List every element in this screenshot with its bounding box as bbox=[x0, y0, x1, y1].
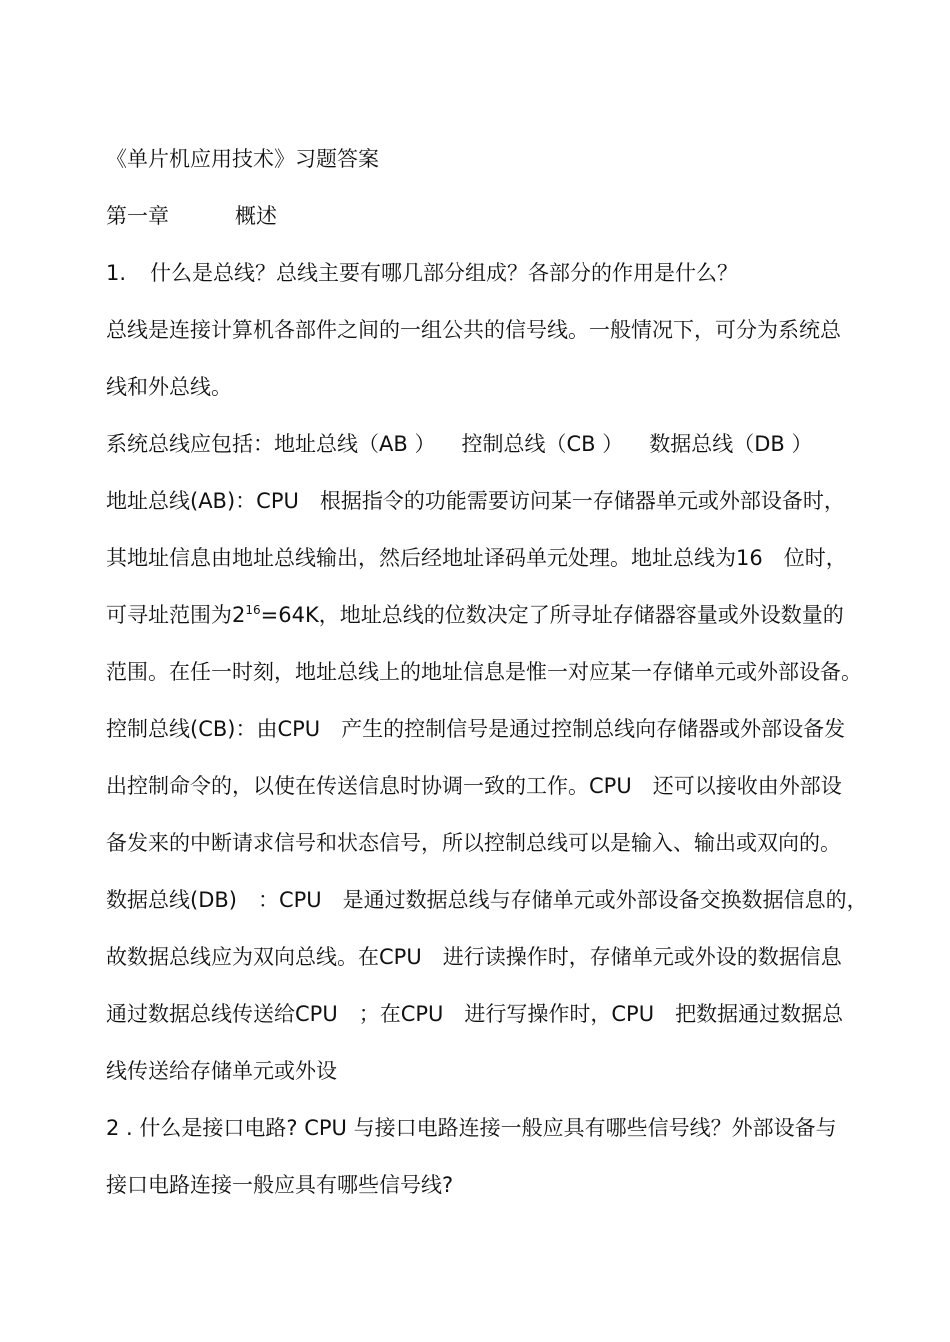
bus-type-cb: 控制总线（CB ） bbox=[461, 432, 624, 456]
exponent: 16 bbox=[245, 603, 261, 617]
paragraph-line bbox=[106, 601, 844, 629]
paragraph-line: 控制总线(CB)：由CPU 产生的控制信号是通过控制总线向存储器或外部设备发 bbox=[106, 717, 846, 741]
address-range-text: 可寻址范围为2 bbox=[106, 603, 246, 627]
bus-types-prefix: 系统总线应包括： bbox=[106, 432, 274, 456]
chapter-name: 概述 bbox=[235, 204, 277, 228]
bus-type-db: 数据总线（DB ） bbox=[649, 432, 813, 456]
paragraph-line: 故数据总线应为双向总线。在CPU 进行读操作时，存储单元或外设的数据信息 bbox=[106, 945, 842, 969]
question-1 bbox=[106, 259, 738, 287]
chapter-heading bbox=[106, 202, 277, 230]
bus-type-ab: 地址总线（AB ） bbox=[274, 432, 436, 456]
paragraph-line: 总线是连接计算机各部件之间的一组公共的信号线。一般情况下，可分为系统总 bbox=[106, 318, 841, 342]
paragraph-line: 出控制命令的，以使在传送信息时协调一致的工作。CPU 还可以接收由外部设 bbox=[106, 774, 842, 798]
paragraph-line: 备发来的中断请求信号和状态信号，所以控制总线可以是输入、输出或双向的。 bbox=[106, 831, 841, 855]
paragraph-line: 线传送给存储单元或外设 bbox=[106, 1059, 337, 1083]
question-text: 什么是总线？总线主要有哪几部分组成？各部分的作用是什么？ bbox=[150, 261, 739, 285]
question-2-line: 接口电路连接一般应具有哪些信号线? bbox=[106, 1173, 454, 1197]
paragraph-line: 线和外总线。 bbox=[106, 375, 232, 399]
paragraph-line: 数据总线(DB) ：CPU 是通过数据总线与存储单元或外部设备交换数据信息的， bbox=[106, 888, 868, 912]
paragraph-line: 其地址信息由地址总线输出，然后经地址译码单元处理。地址总线为16 位时， bbox=[106, 546, 847, 570]
document-title: 《单片机应用技术》习题答案 bbox=[106, 147, 379, 171]
paragraph-line: 地址总线(AB)：CPU 根据指令的功能需要访问某一存储器单元或外部设备时， bbox=[106, 489, 845, 513]
question-2-line: 2 . 什么是接口电路? CPU 与接口电路连接一般应具有哪些信号线？外部设备与 bbox=[106, 1116, 837, 1140]
address-range-rest: =64K，地址总线的位数决定了所寻址存储器容量或外设数量的 bbox=[260, 603, 844, 627]
paragraph-line: 通过数据总线传送给CPU ；在CPU 进行写操作时，CPU 把数据通过数据总 bbox=[106, 1002, 844, 1026]
question-number: 1. bbox=[106, 261, 127, 285]
chapter-label: 第一章 bbox=[106, 204, 169, 228]
bus-types-line bbox=[106, 430, 812, 458]
paragraph-line: 范围。在任一时刻，地址总线上的地址信息是惟一对应某一存储单元或外部设备。 bbox=[106, 660, 862, 684]
